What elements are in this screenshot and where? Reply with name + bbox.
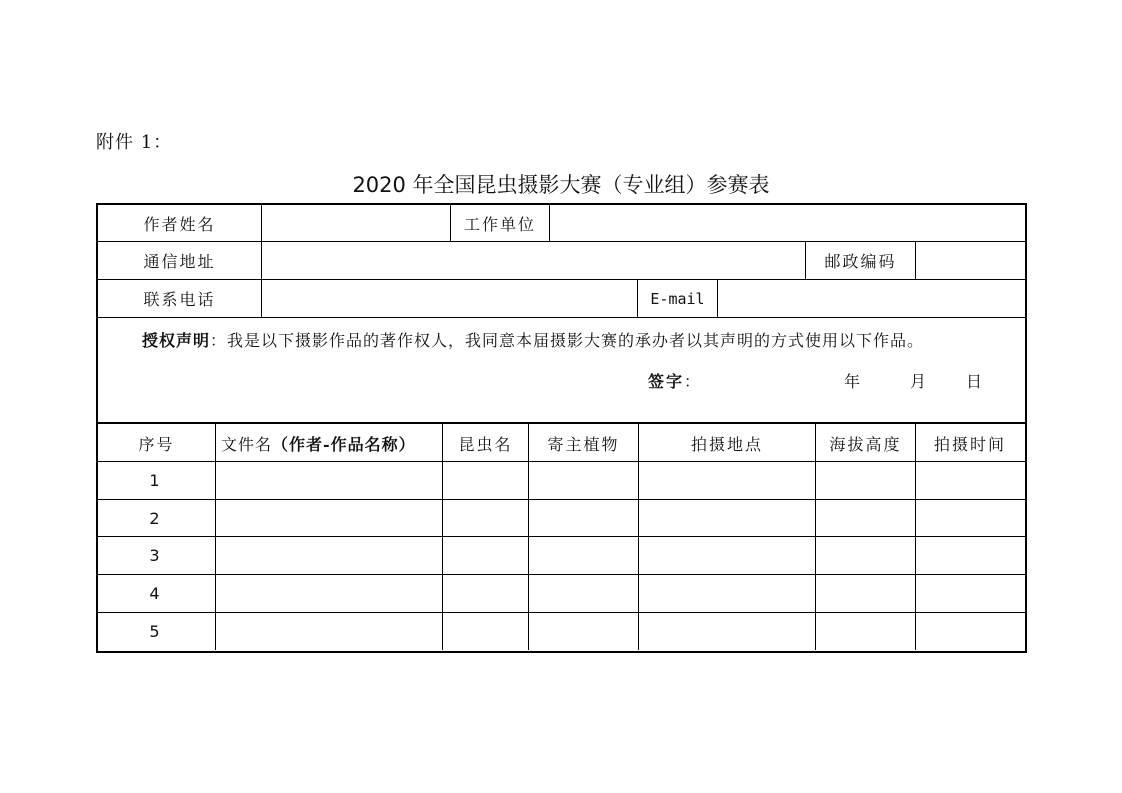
authorization-heading: 授权声明 [142,330,211,350]
postcode-label: 邮政编码 [824,252,897,271]
attachment-label: 附件 1： [96,132,173,153]
work-unit-label: 工作单位 [463,215,536,234]
row-number: 4 [149,584,160,603]
address-field[interactable] [262,242,805,279]
signature-colon: ： [684,371,703,391]
phone-field[interactable] [262,280,637,317]
row-number: 3 [149,546,160,565]
signature-field[interactable] [700,364,830,394]
phone-label: 联系电话 [143,290,216,309]
table-row[interactable] [216,613,1024,649]
row-number: 2 [149,508,160,528]
row-divider [97,317,1025,318]
signature-line [648,366,702,394]
row-number: 1 [149,471,160,490]
section-divider [97,422,1025,424]
row-number: 5 [149,621,160,641]
header-time: 拍摄时间 [933,434,1006,454]
form-title: 2020 年全国昆虫摄影大赛（专业组）参赛表 [352,173,770,197]
email-field[interactable] [718,280,1024,317]
header-location: 拍摄地点 [690,434,763,454]
year-label: 年 [844,371,863,391]
author-name-label: 作者姓名 [143,215,216,234]
header-insect: 昆虫名 [458,434,513,454]
postcode-field[interactable] [916,242,1024,279]
day-label: 日 [966,371,985,391]
email-label: E-mail [650,289,705,308]
header-filename [221,425,442,461]
header-host-plant: 寄主植物 [547,434,620,454]
header-filename-note: （作者-作品名称） [272,434,416,454]
signature-label: 签字 [648,371,685,391]
authorization-statement [142,324,924,354]
table-row[interactable] [216,537,1024,574]
address-label: 通信地址 [143,252,216,271]
header-filename-prefix: 文件名 [221,434,273,454]
month-label: 月 [910,371,929,391]
header-seq: 序号 [138,434,175,454]
work-unit-field[interactable] [550,206,1024,241]
table-row[interactable] [216,462,1024,499]
table-row[interactable] [216,500,1024,536]
author-name-field[interactable] [262,206,450,241]
header-altitude: 海拔高度 [829,434,902,454]
authorization-text: 我是以下摄影作品的著作权人，我同意本届摄影大赛的承办者以其声明的方式使用以下作品。 [227,330,925,350]
authorization-colon: ： [210,330,228,350]
table-row[interactable] [216,575,1024,612]
